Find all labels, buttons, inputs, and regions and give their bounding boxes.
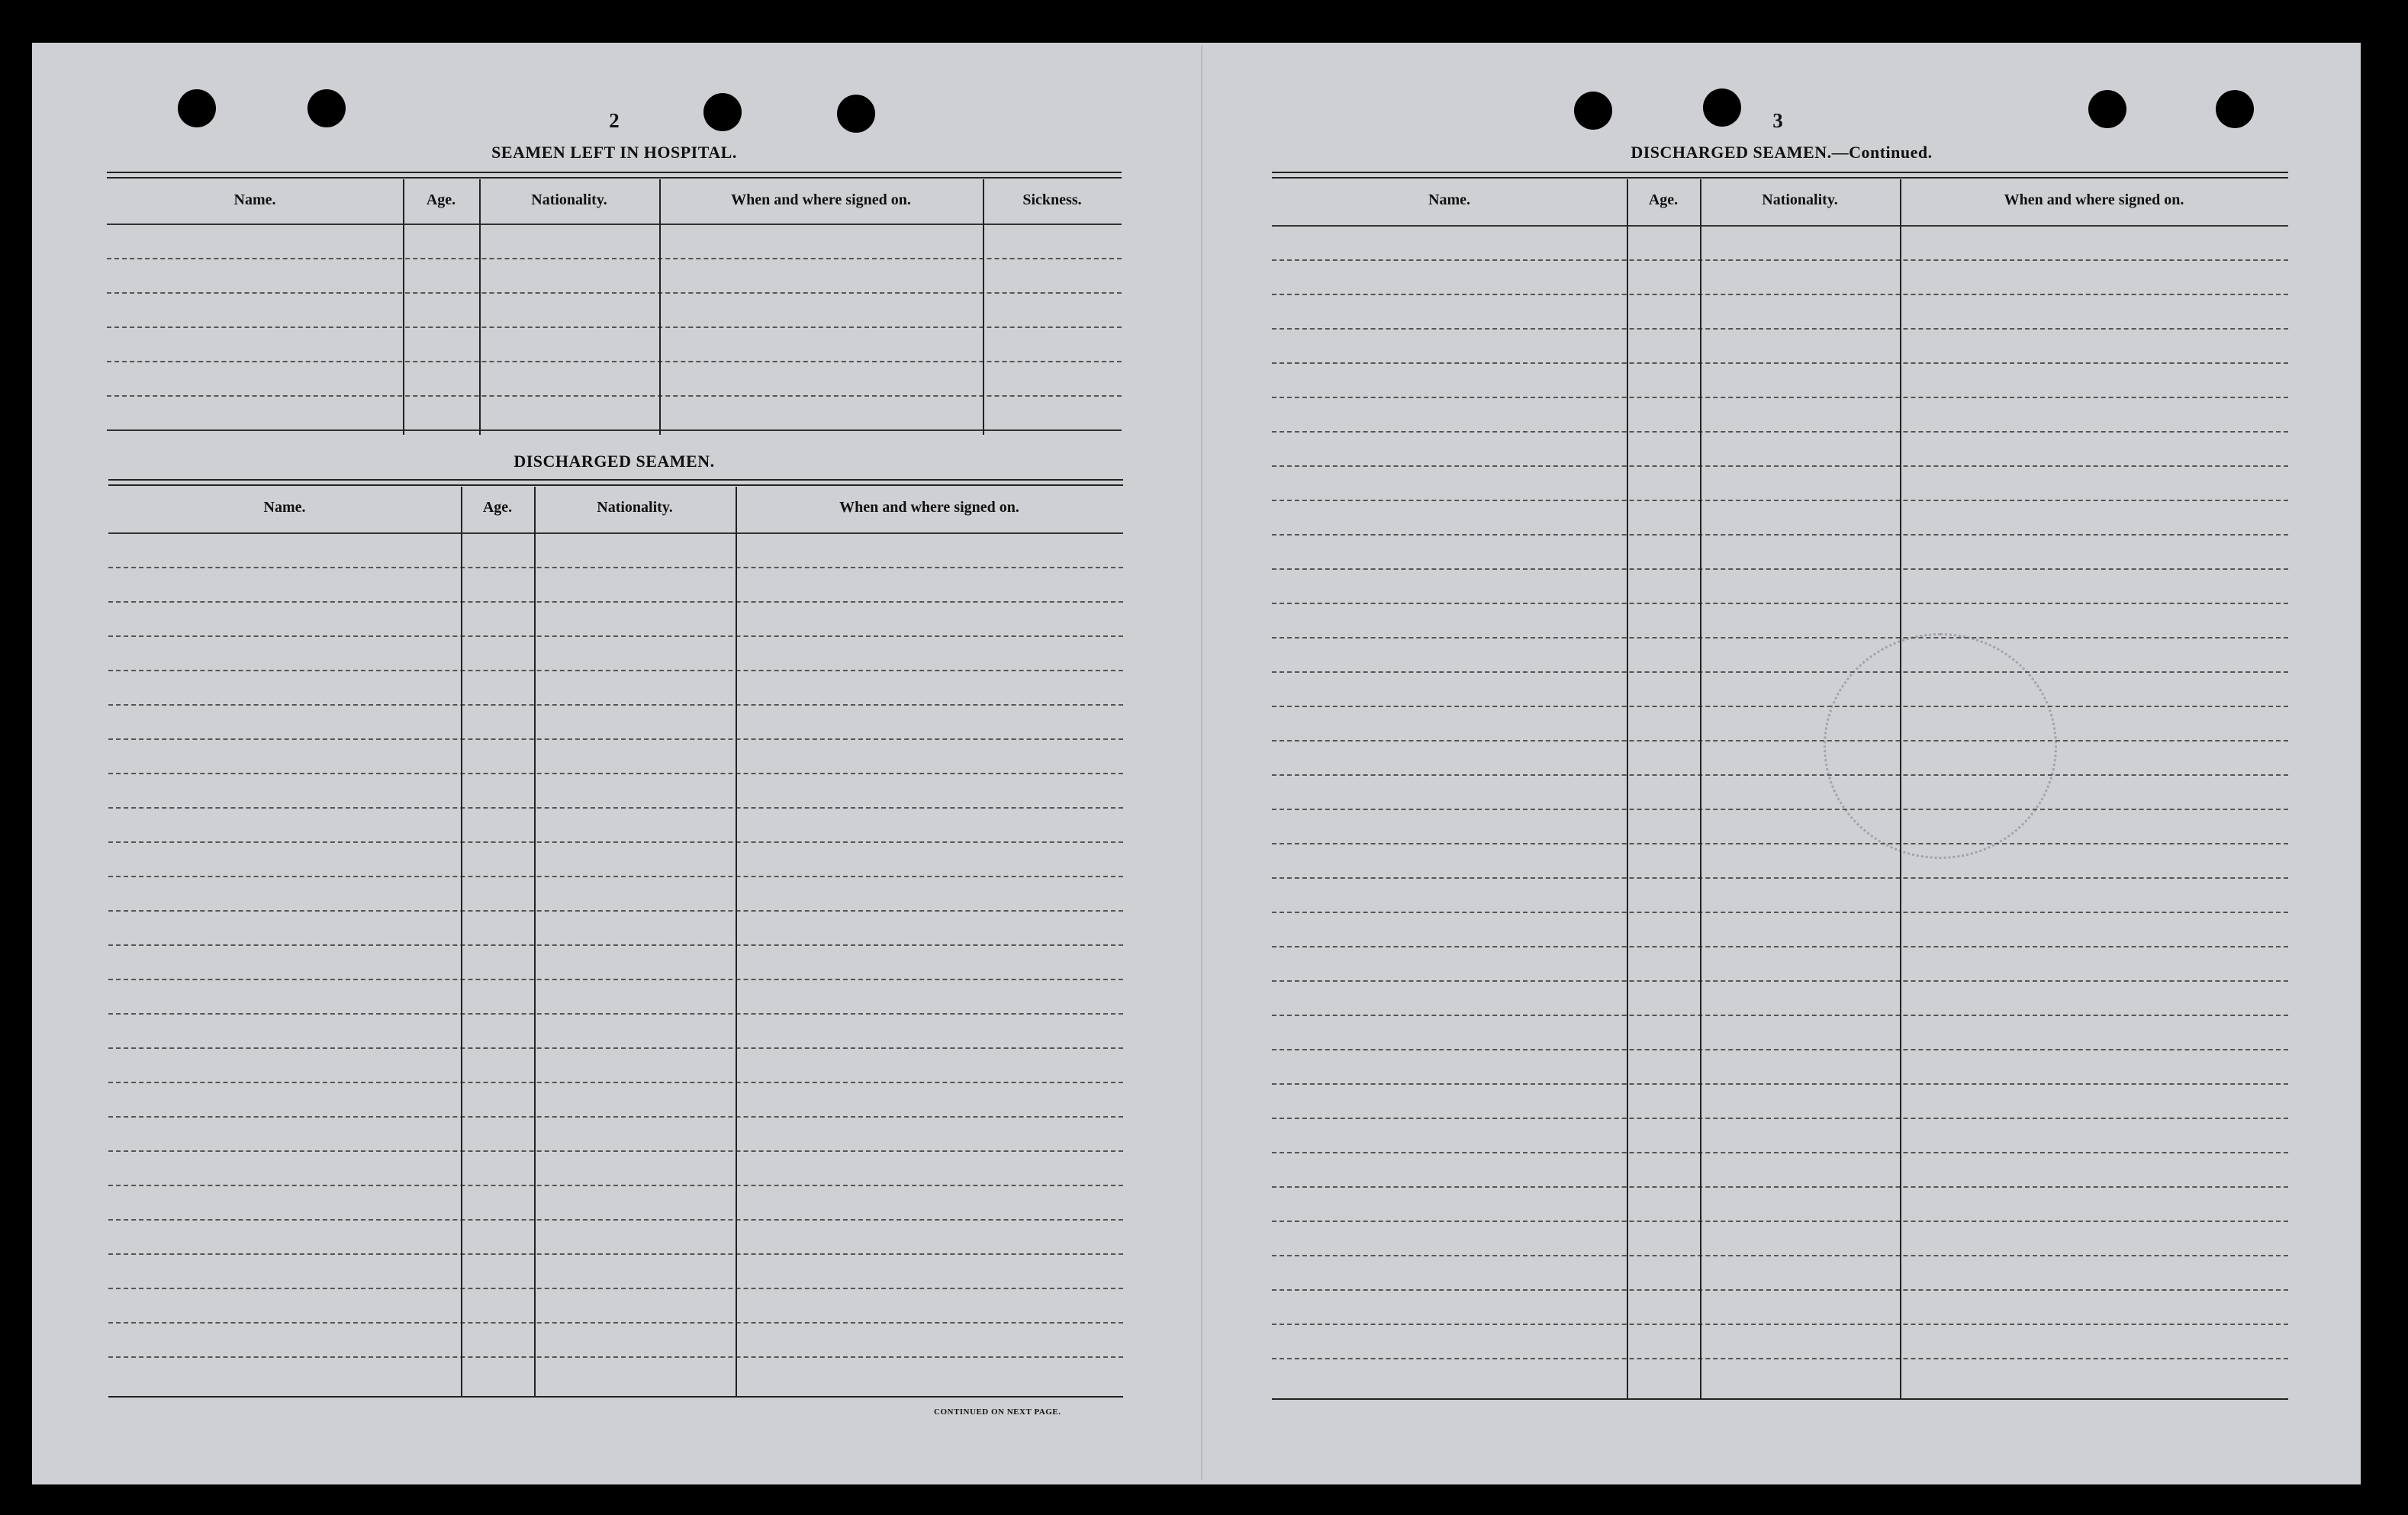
punch-hole bbox=[703, 93, 742, 131]
punch-hole bbox=[2216, 90, 2254, 128]
discharged-right-col-age: Age. bbox=[1648, 191, 1679, 208]
discharged-table-left bbox=[108, 479, 1123, 1402]
discharged-left-col-name: Name. bbox=[263, 499, 306, 516]
hospital-col-age: Age. bbox=[426, 191, 456, 208]
discharged-left-col-age: Age. bbox=[482, 499, 513, 516]
discharged-section-title-left: DISCHARGED SEAMEN. bbox=[513, 452, 715, 471]
punch-hole bbox=[2088, 90, 2126, 128]
punch-hole bbox=[178, 89, 216, 127]
discharged-left-col-nationality: Nationality. bbox=[597, 499, 673, 516]
discharged-right-col-nationality: Nationality. bbox=[1762, 191, 1838, 208]
continued-note: CONTINUED ON NEXT PAGE. bbox=[934, 1407, 1061, 1417]
punch-hole bbox=[1703, 88, 1741, 127]
hospital-table bbox=[107, 172, 1122, 442]
hospital-col-name: Name. bbox=[233, 191, 276, 208]
discharged-right-col-name: Name. bbox=[1428, 191, 1470, 208]
punch-hole bbox=[837, 95, 875, 133]
punch-hole bbox=[1574, 92, 1612, 130]
discharged-section-title-right: DISCHARGED SEAMEN.—Continued. bbox=[1631, 143, 1933, 162]
hospital-col-sickness: Sickness. bbox=[1022, 191, 1082, 208]
page-number-left: 2 bbox=[609, 109, 620, 132]
page-gutter bbox=[1201, 46, 1202, 1480]
hospital-section-title: SEAMEN LEFT IN HOSPITAL. bbox=[491, 143, 737, 162]
discharged-table-right bbox=[1272, 172, 2288, 1404]
hospital-col-nationality: Nationality. bbox=[531, 191, 607, 208]
discharged-right-col-signed-on: When and where signed on. bbox=[2004, 191, 2184, 208]
page-number-right: 3 bbox=[1772, 109, 1783, 132]
hospital-col-signed-on: When and where signed on. bbox=[731, 191, 911, 208]
punch-hole bbox=[307, 89, 346, 127]
discharged-left-col-signed-on: When and where signed on. bbox=[839, 499, 1019, 516]
